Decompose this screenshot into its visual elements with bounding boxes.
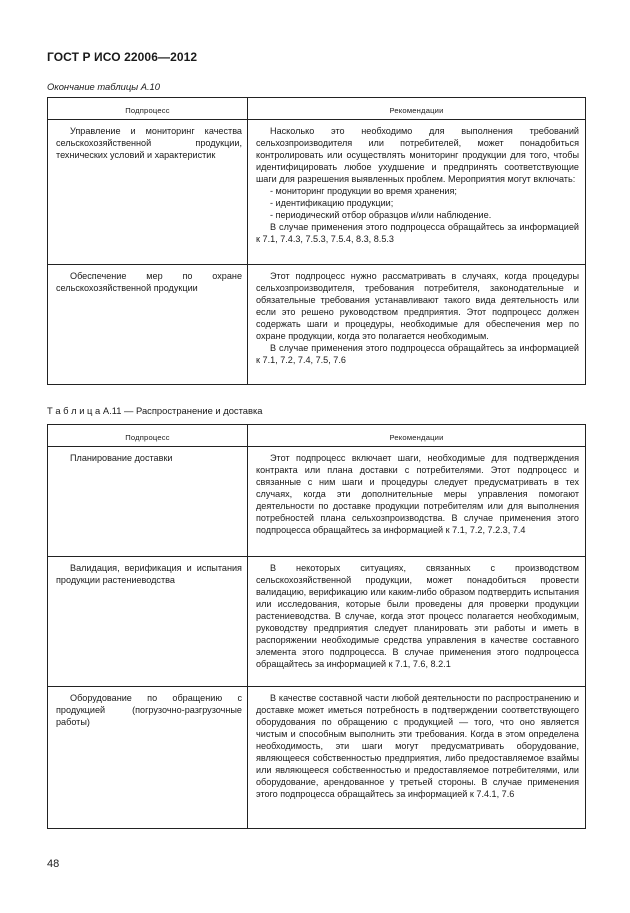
- page-number: 48: [47, 858, 60, 870]
- recommendation-paragraph: Насколько это необходимо для выполнения требований сельхозпроизводителя или потребителей, может понадобиться контролировать или осуществлять мониторинг продукции для того, чтобы идентифицировать любое ухудшение и предпринять соответствующие шаги для разрешения выявленных проблем. Мероприятия могут включать:: [256, 126, 579, 184]
- recommendation-cell: [248, 687, 586, 829]
- recommendation-paragraph: В случае применения этого подпроцесса обращайтесь за информацией к 7.1, 7.4.3, 7.5.3, 7.5.4, 8.3, 8.5.3: [256, 222, 579, 244]
- recommendation-paragraph: В некоторых ситуациях, связанных с производством сельскохозяйственной продукции, может понадобиться провести валидацию, верификацию или каким-либо образом подтвердить испытания или исследования, которые были проведены для проверки продукции растениеводства. В случае, когда этот процесс полагается необходимым, руководству предприятия следует планировать эти работы и иметь в распоряжении необходимые средства управления в качестве составного элемента этого подпроцесса. В случае применения этого подпроцесса обращайтесь за информацией к 7.1, 7.6, 8.2.1: [256, 563, 579, 669]
- table-header-row: [48, 98, 586, 120]
- table-row: [48, 687, 586, 829]
- table-a11: [47, 424, 586, 829]
- subprocess-cell: Управление и мониторинг качества сельскохозяйственной продукции, технических условий и характеристик: [48, 120, 248, 265]
- recommendation-cell: [248, 265, 586, 385]
- recommendation-cell: [248, 120, 586, 265]
- recommendation-paragraph: Этот подпроцесс нужно рассматривать в случаях, когда процедуры сельхозпроизводителя, требования потребителя, законодательные и обязательные требования устанавливают такого вида деятельность или если это решено руководством предприятия. Этот подпроцесс должен содержать шаги и процедуры, необходимые для обеспечения мер по охране продукции, когда это полагается необходимым.: [256, 271, 579, 341]
- document-header: ГОСТ Р ИСО 22006—2012: [47, 50, 198, 64]
- list-item: - мониторинг продукции во время хранения;: [270, 186, 457, 196]
- column-header-subprocess: Подпроцесс: [48, 425, 248, 447]
- table-row: [48, 447, 586, 557]
- subprocess-cell: Планирование доставки: [48, 447, 248, 557]
- table-a11-caption: Т а б л и ц а А.11 — Распространение и доставка: [47, 405, 263, 416]
- recommendation-paragraph: В качестве составной части любой деятельности по распространению и доставке может иметься потребность в подтверждении соответствующего оборудования по обращению с продукцией — того, что оно является чистым и способным выполнить эти требования. Когда в этом определена необходимость, эти шаги могут предусматривать оборудование, являющееся собственностью предприятия, либо предоставляемое взаймы или являющееся собственностью и предоставляемое потребителями, или оборудование, арендованное у третьей стороны. В случае применения этого подпроцесса обращайтесь за информацией к 7.4.1, 7.6: [256, 693, 579, 799]
- column-header-recommendations: Рекомендации: [248, 98, 586, 120]
- recommendation-paragraph: В случае применения этого подпроцесса обращайтесь за информацией к 7.1, 7.2, 7.4, 7.5, 7.6: [256, 343, 579, 365]
- column-header-subprocess: Подпроцесс: [48, 98, 248, 120]
- table-row: [48, 557, 586, 687]
- table-row: [48, 120, 586, 265]
- subprocess-cell: Оборудование по обращению с продукцией (погрузочно-разгрузочные работы): [48, 687, 248, 829]
- recommendation-paragraph: Этот подпроцесс включает шаги, необходимые для подтверждения контракта или плана доставки с потребителями. Этот подпроцесс и связанные с ним шаги и процедуры следует предусматривать в тех случаях, когда эти дополнительные меры управления помогают деятельности по доставке продукции потребителям или для выполнения потребностей плана сельхозпроизводства. В случае применения этого подпроцесса обращайтесь за информацией к 7.1, 7.2, 7.2.3, 7.4: [256, 453, 579, 535]
- subprocess-cell: Обеспечение мер по охране сельскохозяйственной продукции: [48, 265, 248, 385]
- list-item: - периодический отбор образцов и/или наблюдение.: [270, 210, 492, 220]
- table-row: [48, 265, 586, 385]
- recommendation-cell: [248, 557, 586, 687]
- table-header-row: [48, 425, 586, 447]
- list-item: - идентификацию продукции;: [270, 198, 394, 208]
- table-a10: [47, 97, 586, 385]
- table-a10-caption: Окончание таблицы А.10: [47, 81, 160, 92]
- subprocess-cell: Валидация, верификация и испытания продукции растениеводства: [48, 557, 248, 687]
- column-header-recommendations: Рекомендации: [248, 425, 586, 447]
- recommendation-cell: [248, 447, 586, 557]
